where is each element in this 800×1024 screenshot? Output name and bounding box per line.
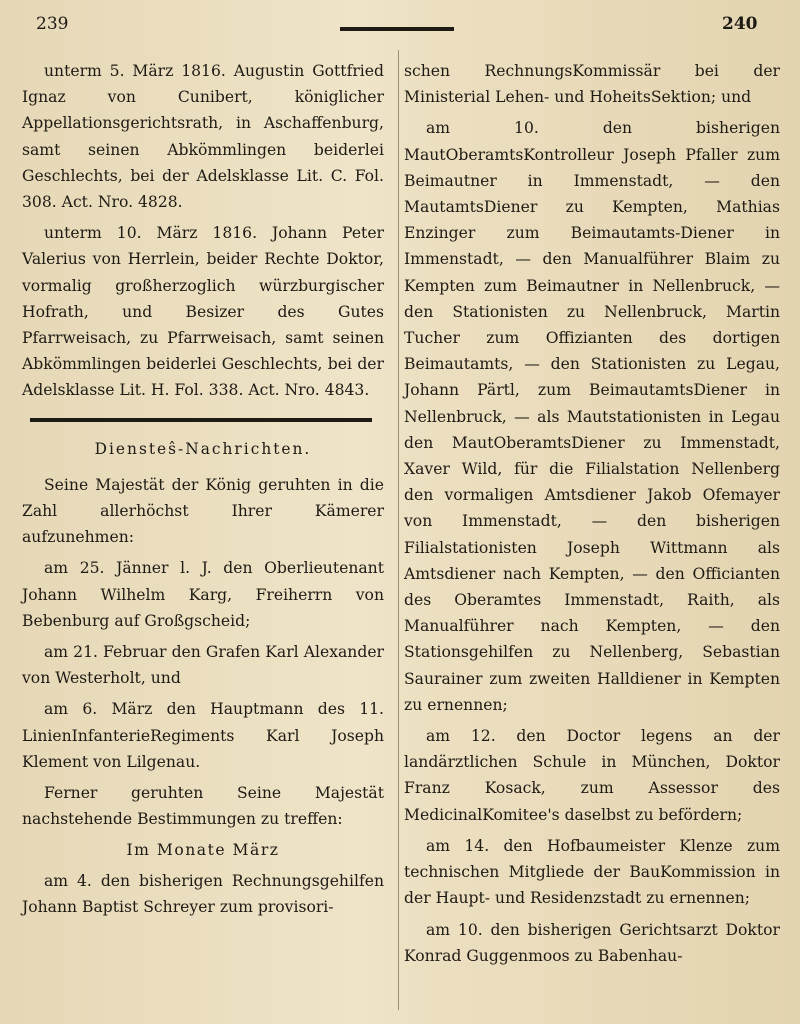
entry-cunibert: unterm 5. März 1816. Augustin Gottfried Ignaz von Cunibert, königlicher Appellationsgerichtsrath, in Aschaffenburg, samt seinen Abkömmlingen beiderlei Geschlechts, bei der Adelsklasse Lit. C. Fol. 308. Act. Nro. 4828. xyxy=(22,62,384,212)
right-column xyxy=(404,58,780,974)
paragraph-klement: am 6. März den Hauptmann des 11. LinienInfanterieRegiments Karl Joseph Klement von Lilgenau. xyxy=(22,700,384,771)
paragraph-kaemerer-intro: Seine Majestät der König geruhten in die Zahl allerhöchst Ihrer Kämerer aufzunehmen: xyxy=(22,475,384,547)
paragraph-klenze: am 14. den Hofbaumeister Klenze zum technischen Mitgliede der BauKommission in der Haupt- und Residenzstadt zu ernennen; xyxy=(404,836,780,908)
paragraph-continuation: schen RechnungsKommissär bei der Ministerial Lehen- und HoheitsSektion; und xyxy=(404,62,780,107)
paragraph-kosack: am 12. den Doctor legens an der landärztlichen Schule in München, Doktor Franz Kosack, zum Assessor des MedicinalKomitee's daselbst zu befördern; xyxy=(404,727,780,824)
left-column xyxy=(22,58,384,925)
paragraph-schreyer: am 4. den bisherigen Rechnungsgehilfen Johann Baptist Schreyer zum provisori- xyxy=(22,871,384,916)
paragraph-westerholt: am 21. Februar den Grafen Karl Alexander von Westerholt, und xyxy=(22,643,384,688)
page-number-right: 240 xyxy=(722,14,758,34)
paragraph-guggenmoos: am 10. den bisherigen Gerichtsarzt Doktor Konrad Guggenmoos zu Babenhau- xyxy=(404,920,780,965)
paragraph-maut-appointments: am 10. den bisherigen MautOberamtsKontrolleur Joseph Pfaller zum Beimautner in Immenstadt, — den MautamtsDiener zu Kempten, Mathias Enzinger zum Beimautamts-Diener in Immenstadt, — den Manualführer Blaim zu Kempten zum Beimautner in Nellenbruck, — den Stationisten zu Nellenbruck, Martin Tucher zum Offizianten des dortigen Beimautamts, — den Stationisten zu Legau, Johann Pärtl, zum BeimautamtsDiener in Nellenbruck, — als Mautstationisten in Legau den MautOberamtsDiener zu Immenstadt, Xaver Wild, für die Filialstation Nellenberg den vormaligen Amtsdiener Jakob Ofemayer von Immenstadt, — den bisherigen Filialstationisten Joseph Wittmann als Amtsdiener nach Kempten, — den Officianten des Oberamtes Immenstadt, Raith, als Manualführer nach Kempten, — den Stationsgehilfen zu Nellenberg, Sebastian Saurainer zum zweiten Halldiener in Kempten zu ernennen; xyxy=(404,119,780,714)
column-divider xyxy=(398,50,399,1010)
page-number-left: 239 xyxy=(36,14,69,34)
section-separator-rule xyxy=(30,418,372,422)
header-rule xyxy=(340,27,454,31)
paragraph-karg: am 25. Jänner l. J. den Oberlieutenant Johann Wilhelm Karg, Freiherrn von Bebenburg auf Großgscheid; xyxy=(22,559,384,630)
sub-heading-monat-maerz: Im Monate März xyxy=(126,841,280,860)
section-title-dienstes-nachrichten: Diensteŝ-Nachrichten. xyxy=(94,439,312,458)
entry-herrlein: unterm 10. März 1816. Johann Peter Valerius von Herrlein, beider Rechte Doktor, vormalig großherzoglich würzburgischer Hofrath, und Besizer des Gutes Pfarrweisach, zu Pfarrweisach, samt seinen Abkömmlingen beiderlei Geschlechts, bei der Adelsklasse Lit. H. Fol. 338. Act. Nro. 4843. xyxy=(22,224,384,400)
paragraph-bestimmungen: Ferner geruhten Seine Majestät nachstehende Bestimmungen zu treffen: xyxy=(22,784,384,829)
